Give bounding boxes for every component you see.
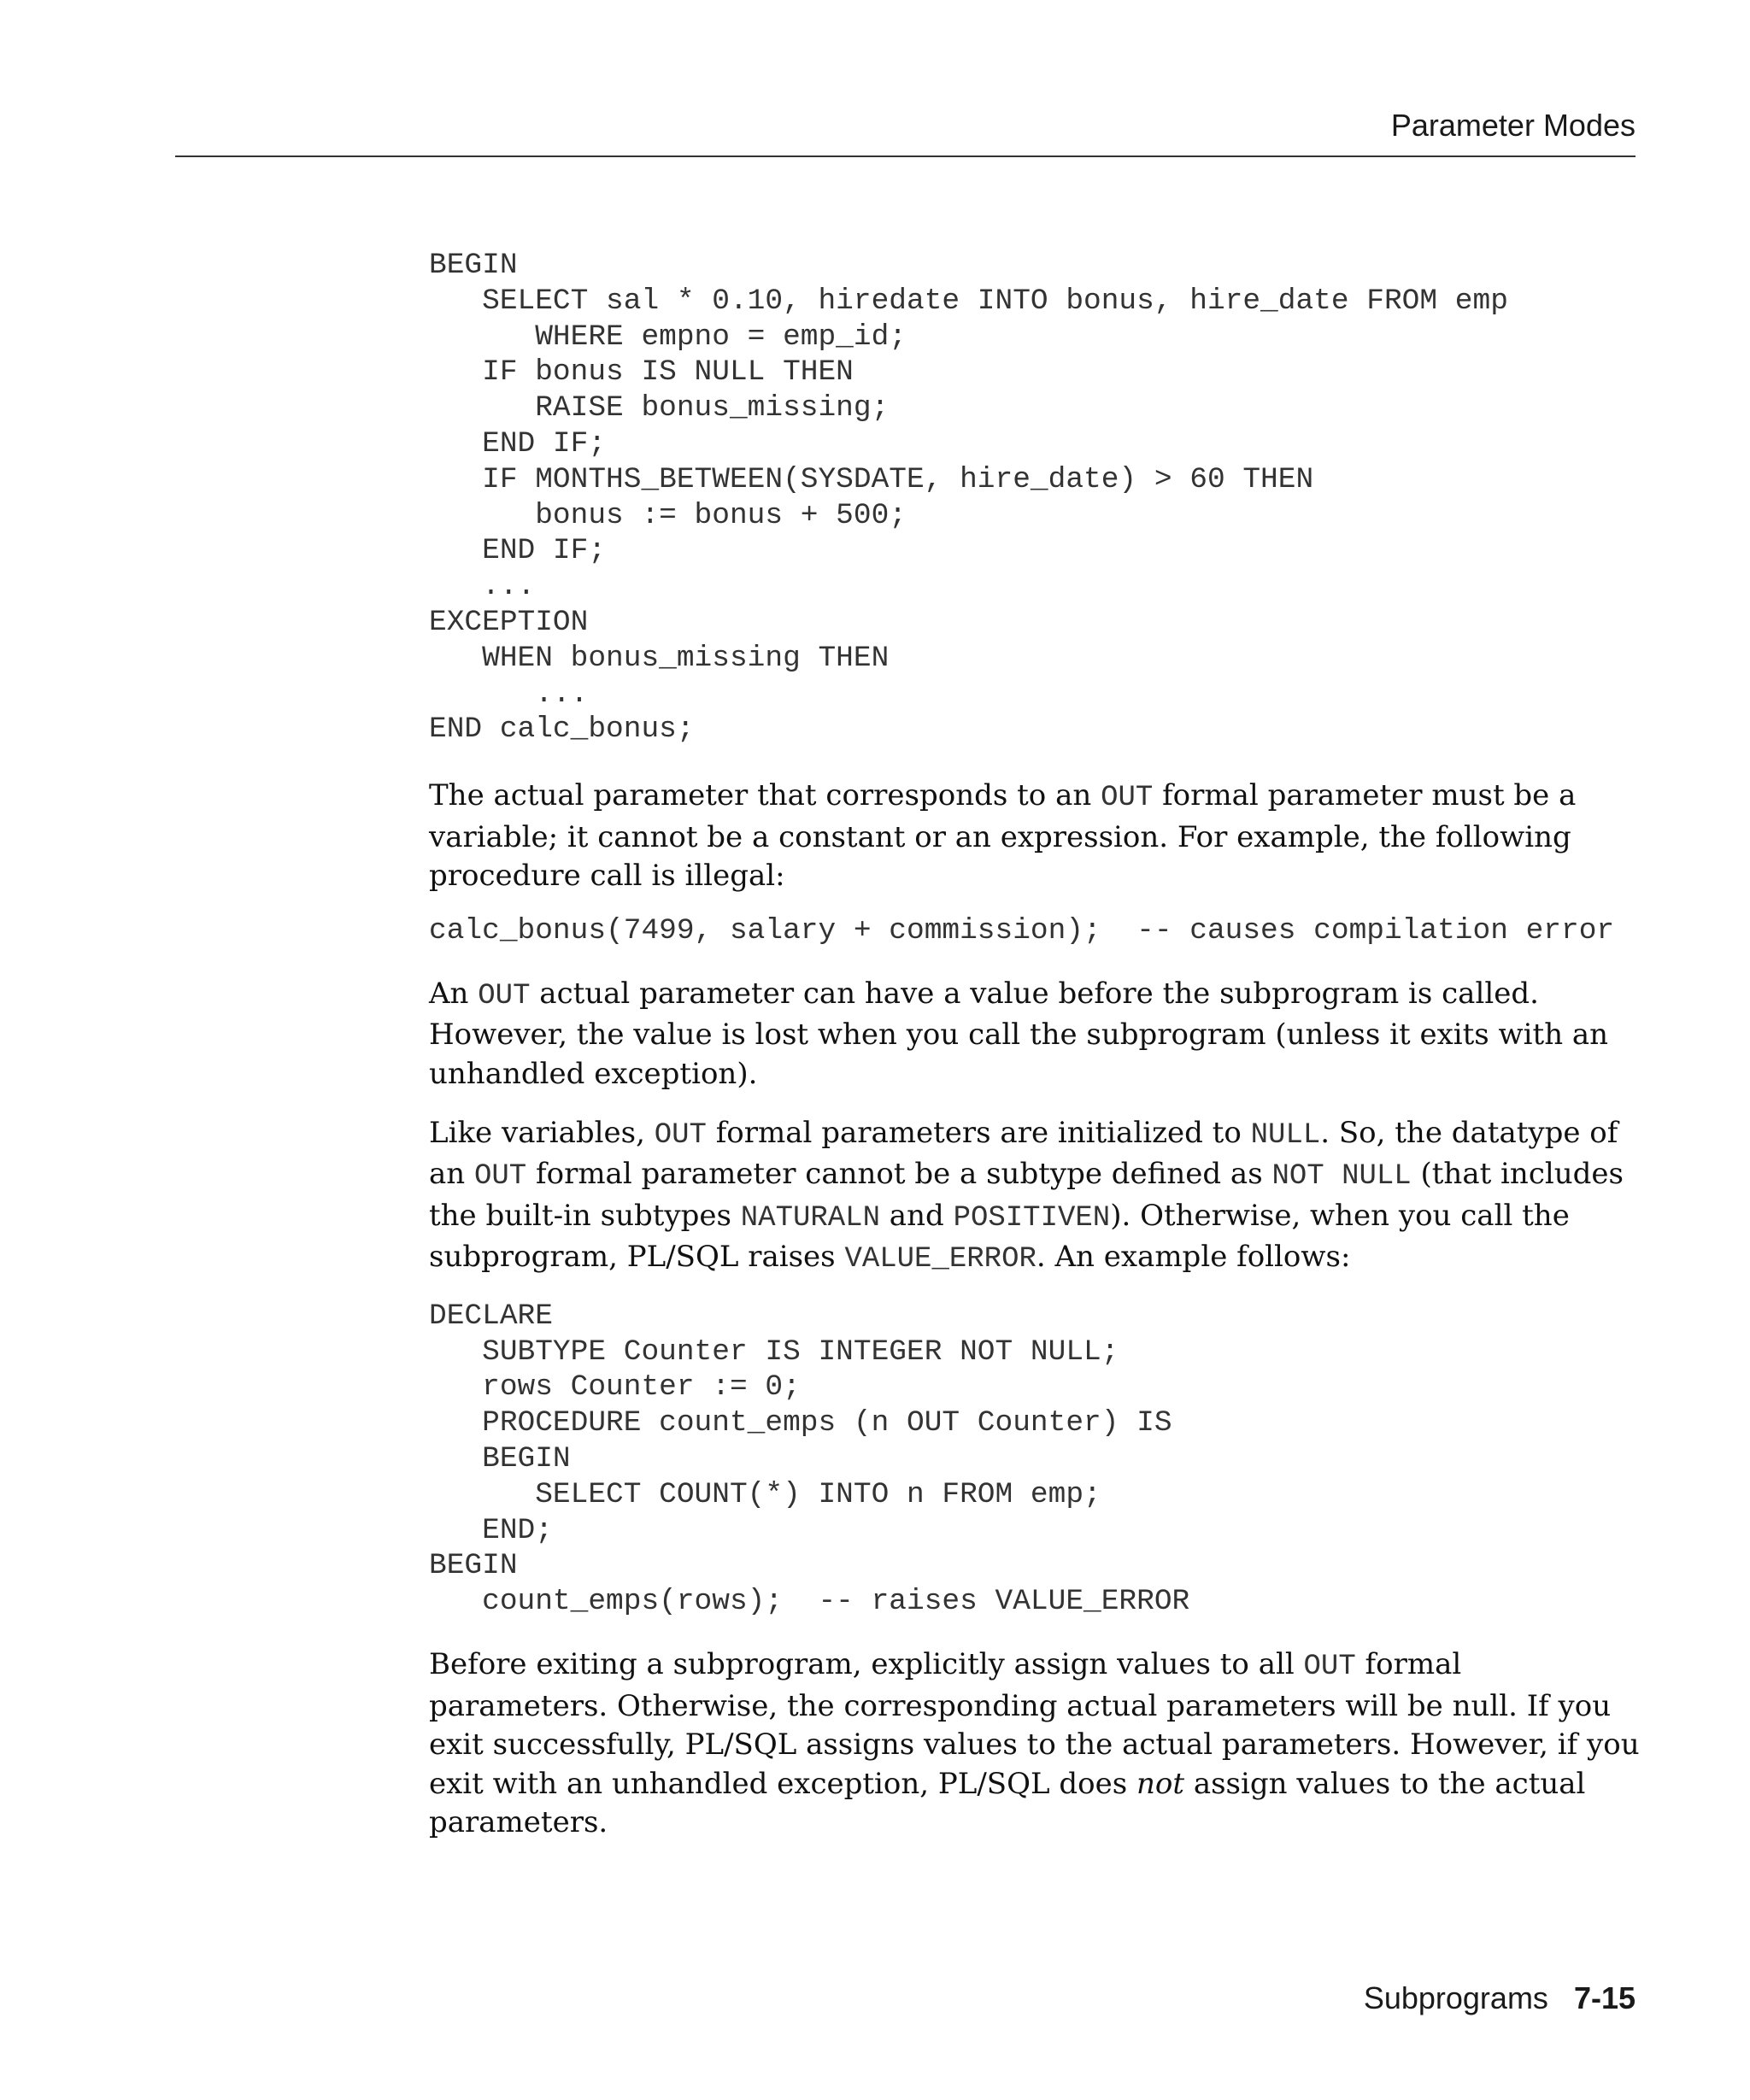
text-span: Like variables, (429, 1115, 655, 1150)
text-span: (that includes the built-in subtypes (429, 1157, 1624, 1233)
code-block-count-emps: DECLARE SUBTYPE Counter IS INTEGER NOT NULL; rows Counter := 0; PROCEDURE count_emps (n OUT Counter) IS BEGIN SELECT COUNT(*) INTO n FROM emp; END; BEGIN count_emps(rows); -- raises VALUE_ERROR (429, 1299, 1190, 1619)
text-span: formal parameter must be a variable; it cannot be a constant or an expression. For example, the following procedure call is illegal: (429, 778, 1577, 894)
footer-chapter-name: Subprograms (1363, 1980, 1548, 2015)
code-block-illegal-call: calc_bonus(7499, salary + commission); -- causes compilation error (429, 913, 1615, 947)
inline-code: OUT (654, 1118, 707, 1152)
text-span: formal parameters are initialized to (706, 1115, 1251, 1150)
page-number: 7-15 (1573, 1980, 1635, 2015)
emphasis-text: not (1136, 1766, 1185, 1801)
inline-code: OUT (1303, 1651, 1356, 1684)
paragraph-out-actual-parameter (429, 777, 1642, 896)
text-span: formal parameter cannot be a subtype defined as (526, 1157, 1272, 1192)
paragraph-out-value-lost (429, 975, 1642, 1094)
page-footer (1364, 1980, 1635, 2016)
text-span: . An example follows: (1036, 1240, 1351, 1275)
inline-code: NATURALN (740, 1201, 880, 1235)
text-span: and (880, 1198, 954, 1233)
inline-code: VALUE_ERROR (844, 1243, 1036, 1276)
text-span: . So, the datatype of an (429, 1115, 1618, 1192)
paragraph-assign-out-values (429, 1645, 1642, 1843)
text-span: ). Otherwise, when you call the subprogram, PL/SQL raises (429, 1198, 1570, 1275)
text-span: The actual parameter that corresponds to an (429, 778, 1101, 813)
inline-code: OUT (478, 979, 531, 1012)
text-span: actual parameter can have a value before the subprogram is called. However, the value is lost when you call the subprogram (unless it exits with an unhandled exception). (429, 976, 1609, 1091)
inline-code: NULL (1250, 1118, 1321, 1152)
inline-code: OUT (1101, 782, 1154, 815)
text-span: formal parameters. Otherwise, the corresponding actual parameters will be null. If you exit successfully, PL/SQL assigns values to the actual parameters. However, if you exit with an unhandled exception, PL/SQL does (429, 1647, 1640, 1801)
page-content (429, 248, 1642, 1843)
text-span: An (429, 976, 479, 1011)
inline-code: NOT NULL (1271, 1160, 1412, 1194)
header-divider (175, 155, 1635, 157)
text-span: assign values to the actual parameters. (429, 1766, 1586, 1840)
paragraph-out-initialized-null (429, 1114, 1642, 1280)
inline-code: OUT (473, 1160, 527, 1194)
text-span: Before exiting a subprogram, explicitly assign values to all (429, 1647, 1304, 1682)
code-block-calc-bonus: BEGIN SELECT sal * 0.10, hiredate INTO bonus, hire_date FROM emp WHERE empno = emp_id; IF bonus IS NULL THEN RAISE bonus_missing; END IF; IF MONTHS_BETWEEN(SYSDATE, hire_date) > 60 THEN bonus := bonus + 500; END IF; ... EXCEPTION WHEN bonus_missing THEN ... END calc_bonus; (429, 249, 1508, 747)
inline-code: POSITIVEN (953, 1201, 1111, 1235)
running-header-title: Parameter Modes (1390, 108, 1635, 143)
